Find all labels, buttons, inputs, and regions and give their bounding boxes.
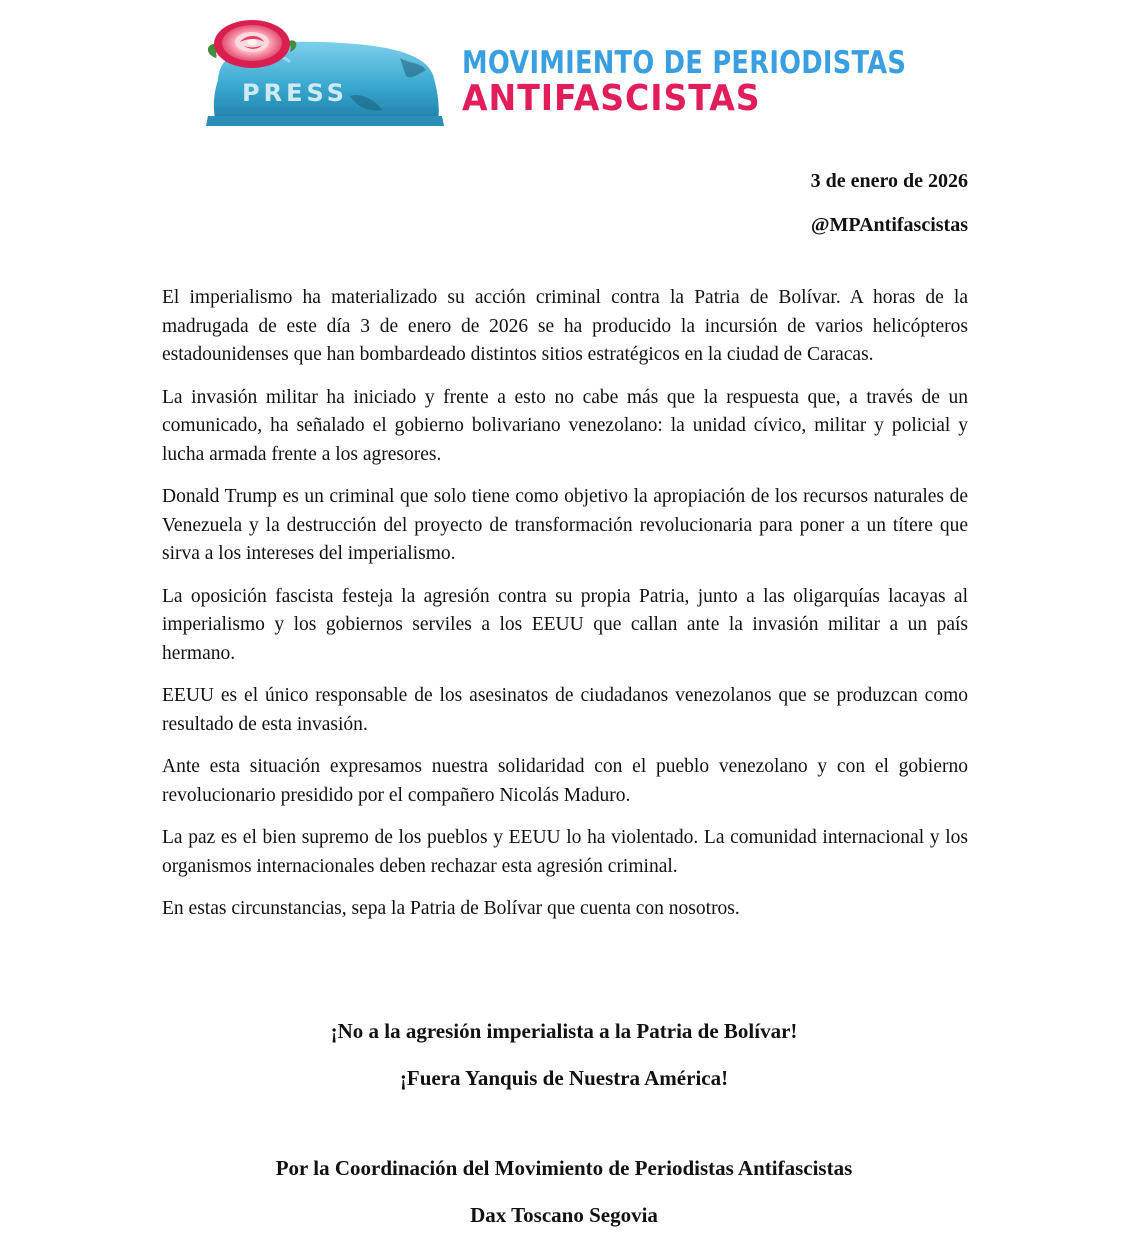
- press-badge-text: PRESS: [242, 79, 348, 107]
- paragraph: Ante esta situación expresamos nuestra solidaridad con el pueblo venezolano y con el gobierno revolucionario presidido por el compañero Nicolás Maduro.: [162, 756, 968, 806]
- paragraph: La oposición fascista festeja la agresión contra su propia Patria, junto a las oligarquías lacayas al imperialismo y los gobiernos serviles a los EEUU que callan ante la invasión militar a un país hermano.: [162, 585, 968, 664]
- org-name-line1: MOVIMIENTO DE PERIODISTAS: [462, 45, 907, 81]
- signatory-name: Dax Toscano Segovia: [470, 1203, 658, 1227]
- slogan: ¡No a la agresión imperialista a la Patria de Bolívar!: [330, 1019, 798, 1043]
- document-date: 3 de enero de 2026: [810, 170, 968, 192]
- paragraph: Donald Trump es un criminal que solo tiene como objetivo la apropiación de los recursos naturales de Venezuela y la destrucción del proyecto de transformación revolucionaria para poner a un títere que sirva a los intereses del imperialismo.: [162, 486, 968, 564]
- org-name-line2: ANTIFASCISTAS: [462, 78, 761, 119]
- paragraph: La invasión militar ha iniciado y frente a esto no cabe más que la respuesta que, a través de un comunicado, ha señalado el gobierno bolivariano venezolano: la unidad cívico, militar y policial y lucha armada frente a los agresores.: [162, 386, 968, 465]
- slogan: ¡Fuera Yanquis de Nuestra América!: [399, 1066, 729, 1090]
- social-handle: @MPAntifascistas: [810, 214, 968, 236]
- organization-name: [462, 45, 997, 119]
- signature-line: Por la Coordinación del Movimiento de Periodistas Antifascistas: [275, 1156, 853, 1180]
- paragraph: EEUU es el único responsable de los asesinatos de ciudadanos venezolanos que se produzcan como resultado de esta invasión.: [162, 685, 968, 735]
- press-helmet-rose-logo: [200, 18, 450, 130]
- letterhead: [200, 18, 960, 133]
- paragraph: La paz es el bien supremo de los pueblos y EEUU lo ha violentado. La comunidad internacional y los organismos internacionales deben rechazar esta agresión criminal.: [162, 827, 968, 877]
- statement-body: [162, 284, 968, 938]
- paragraph: El imperialismo ha materializado su acción criminal contra la Patria de Bolívar. A horas de la madrugada de este día 3 de enero de 2026 se ha producido la incursión de varios helicópteros estadounidenses que han bombardeado distintos sitios estratégicos en la ciudad de Caracas.: [162, 287, 968, 365]
- paragraph: En estas circunstancias, sepa la Patria de Bolívar que cuenta con nosotros.: [162, 898, 740, 919]
